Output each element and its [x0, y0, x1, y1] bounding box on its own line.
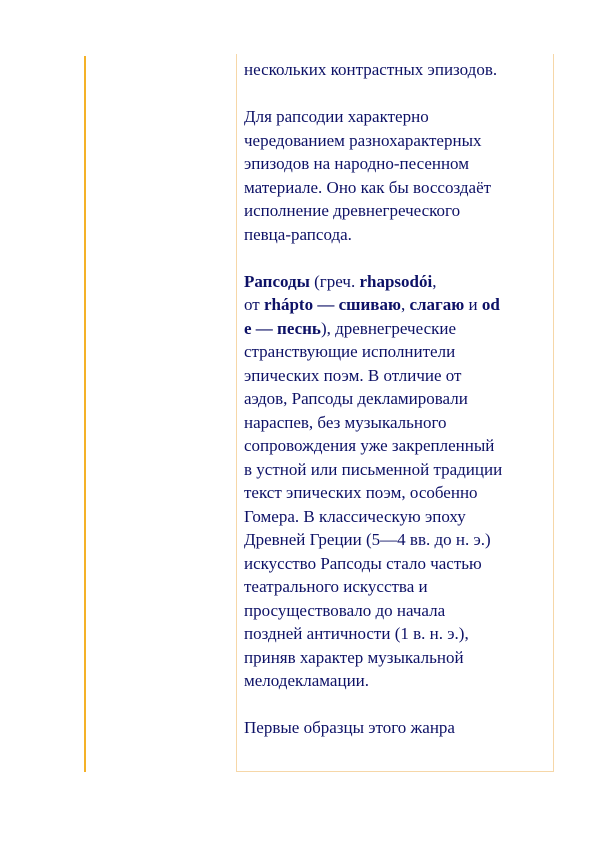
- line: [244, 293, 549, 317]
- line: исполнение древнегреческого: [244, 201, 461, 220]
- line: Древней Греции (5—4 вв. до н. э.): [244, 530, 491, 549]
- line: сопровождения уже закрепленный: [244, 436, 495, 455]
- line: нараспев, без музыкального: [244, 412, 447, 432]
- line: искусство Рапсоды стало частью: [244, 553, 482, 573]
- line: театрального искусства и: [244, 577, 428, 596]
- line: Для рапсодии характерно: [244, 107, 429, 126]
- text-fragment: и: [464, 295, 482, 314]
- paragraph-rhapsody: [244, 105, 549, 246]
- line: приняв характер музыкальной: [244, 647, 464, 667]
- margin-rule: [84, 56, 86, 772]
- paragraph-rhapsodes: [244, 270, 549, 693]
- line: странствующие исполнители: [244, 342, 456, 361]
- text-fragment: ,: [432, 271, 437, 291]
- line: текст эпических поэм, особенно: [244, 483, 478, 502]
- term-slagayu: слагаю: [409, 295, 465, 314]
- line: нескольких контрастных эпизодов.: [244, 60, 498, 79]
- line: просуществовало до начала: [244, 600, 446, 620]
- line: [244, 270, 549, 294]
- line: эпизодов на народно-песенном: [244, 154, 469, 173]
- line: певца-рапсода.: [244, 224, 352, 244]
- term-ode-end: e — песнь: [244, 318, 321, 338]
- text-fragment: ), древнегреческие: [320, 318, 457, 338]
- line: поздней античности (1 в. н. э.),: [244, 624, 469, 643]
- line: [244, 317, 549, 341]
- line: Первые образцы этого жанра: [244, 718, 455, 737]
- term-rhapto: rhápto — сшиваю: [263, 295, 401, 314]
- text-fragment: от: [244, 295, 264, 314]
- term-greek: rhapsodói: [359, 271, 433, 291]
- line: Гомера. В классическую эпоху: [244, 506, 466, 526]
- text-fragment: ,: [400, 295, 410, 314]
- line: мелодекламации.: [244, 671, 370, 690]
- term-ode-start: od: [481, 295, 500, 314]
- line: материале. Оно как бы воссоздаёт: [244, 177, 492, 197]
- line: эпических поэм. В отличие от: [244, 365, 462, 385]
- line: в устной или письменной традиции: [244, 459, 503, 479]
- term-rhapsodes: Рапсоды: [244, 271, 310, 291]
- line: аэдов, Рапсоды декламировали: [244, 389, 468, 408]
- line: чередованием разнохарактерных: [244, 130, 482, 150]
- document-text: [244, 58, 549, 740]
- text-fragment: (греч.: [309, 271, 360, 291]
